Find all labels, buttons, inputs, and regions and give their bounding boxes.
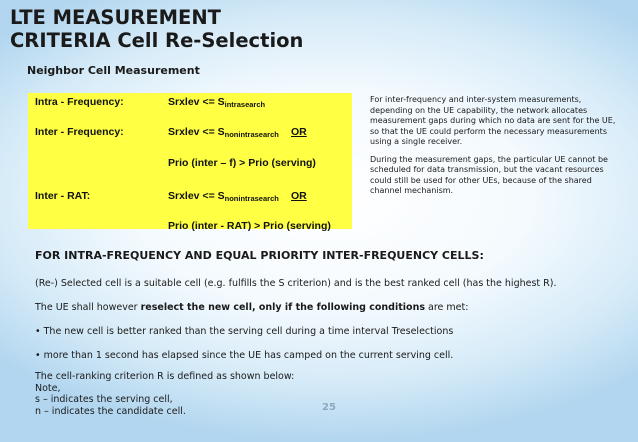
inter-frequency-label: Inter - Frequency:	[35, 126, 124, 138]
inter-rat-expression	[168, 190, 279, 203]
page-number: 25	[322, 402, 336, 413]
definition-line-2: Note,	[35, 382, 61, 394]
title-line-2: CRITERIA Cell Re-Selection	[10, 29, 304, 52]
definition-line-4: n – indicates the candidate cell.	[35, 405, 186, 417]
definition-line-3: s – indicates the serving cell,	[35, 394, 173, 405]
bullet-better-ranked: • The new cell is better ranked than the serving cell during a time interval Treselections	[35, 326, 454, 337]
paragraph-reselect-after: are met:	[424, 302, 469, 313]
inter-rat-label: Inter - RAT:	[35, 190, 91, 202]
side-notes	[370, 95, 622, 204]
intra-frequency-label: Intra - Frequency:	[35, 96, 124, 108]
bullet-one-second: • more than 1 second has elapsed since the UE has camped on the current serving cell.	[35, 350, 454, 361]
paragraph-reselect-bold: reselect the new cell, only if the following conditions	[140, 302, 425, 313]
side-note-2: During the measurement gaps, the particular UE cannot be scheduled for data transmission, but the vacant resources could still be used for other UEs, because of the shared channel mechanism.	[370, 154, 608, 195]
inter-frequency-or: OR	[291, 126, 307, 138]
inter-frequency-priority: Prio (inter – f) > Prio (serving)	[168, 157, 316, 169]
definition-line-1: The cell-ranking criterion R is defined as shown below:	[35, 371, 295, 382]
paragraph-reselect-before: The UE shall however	[35, 302, 141, 313]
side-note-1: For inter-frequency and inter-system measurements, depending on the UE capability, the network allocates measurement gaps during which no data are sent for the UE, so that the UE could perform the necessary measurements using a single receiver.	[370, 95, 616, 146]
slide-subtitle: Neighbor Cell Measurement	[27, 64, 200, 77]
paragraph-reselect	[35, 302, 468, 313]
inter-frequency-expr: Srxlev <= S	[168, 126, 225, 138]
inter-rat-priority: Prio (inter - RAT) > Prio (serving)	[168, 220, 331, 232]
inter-rat-expr: Srxlev <= S	[168, 190, 225, 202]
title-line-1: LTE MEASUREMENT	[10, 6, 221, 29]
slide-title	[10, 6, 303, 52]
intra-frequency-expr: Srxlev <= S	[168, 96, 225, 108]
ranking-definition	[35, 371, 294, 417]
section-heading: FOR INTRA-FREQUENCY AND EQUAL PRIORITY INTER-FREQUENCY CELLS:	[35, 249, 484, 262]
inter-rat-sub: nonintrasearch	[224, 194, 279, 203]
intra-frequency-sub: intrasearch	[224, 100, 266, 109]
inter-rat-or: OR	[291, 190, 307, 202]
paragraph-selected-cell: (Re-) Selected cell is a suitable cell (e.g. fulfills the S criterion) and is the best ranked cell (has the highest R).	[35, 278, 557, 289]
intra-frequency-expression	[168, 96, 265, 109]
inter-frequency-expression	[168, 126, 279, 139]
inter-frequency-sub: nonintrasearch	[224, 130, 279, 139]
